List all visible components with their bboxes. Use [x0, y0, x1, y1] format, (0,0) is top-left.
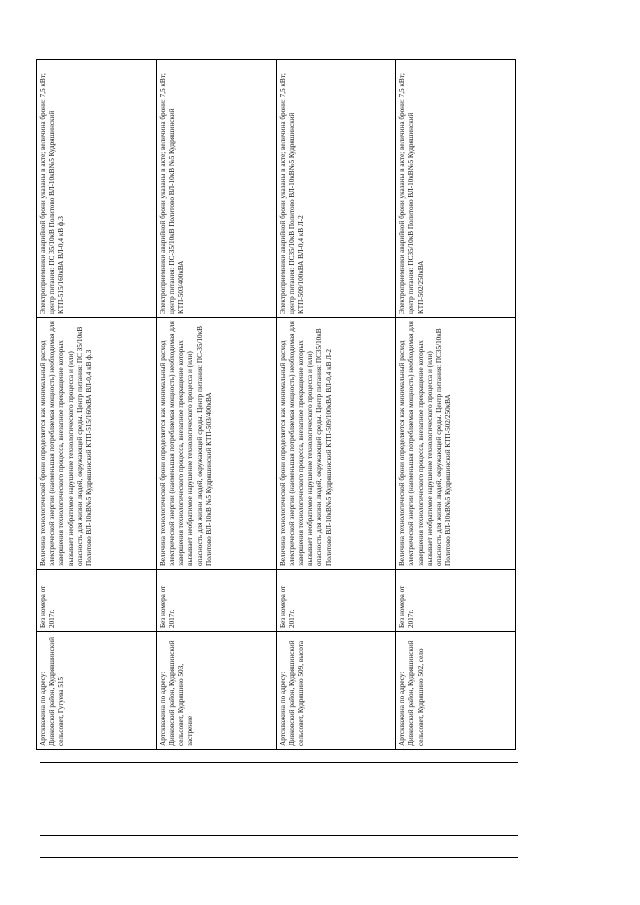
- definition-cell: Величина технологической брони определяется как минимальный расход электрической энергии (наименьшая потребляемая мощность) необходимая для завершения технологического процесса, внезапное прекращение которых вызывает необратимое нарушение технологического процесса и (или) опасность для жизни людей, окружающей среды. Центр питания: ПС35/10кВ Политово ВЛ-10кВ№5 Кудряшинский КТП-509/100кВА ВЛ-0,4 кВ Л-2: [276, 318, 396, 570]
- table-row: [396, 60, 516, 750]
- document-number-cell: Без номера от 2017г.: [276, 570, 396, 632]
- margin-rule-bottom: [40, 857, 518, 858]
- value-cell: Электроприемники аварийной брони указаны в акте; величина брони: 7,5 кВт; центр питания: ПС35/10кВ Политово ВЛ-10кВ№5 Кудряшинский КТП-509/100кВА ВЛ-0,4 кВ Л-2: [276, 60, 396, 318]
- address-cell: Артскважина по адресу: Дивковский район, Кудряшинский сельсовет, Кудряшино 509, высота: [276, 632, 396, 750]
- address-cell: Артскважина по адресу: Дивковский район, Кудряшинский сельсовет, Кудряшино 503, застрение: [156, 632, 276, 750]
- rotated-table-wrapper: [36, 60, 516, 750]
- reserve-table: [36, 59, 516, 750]
- document-number-cell: Без номера от 2017г.: [396, 570, 516, 632]
- value-cell: Электроприемники аварийной брони указаны в акте; величина брони: 7,5 кВт; центр питания: ПС35/10кВ Политово ВЛ-10кВ№5 Кудряшинский КТП-502/250кВА: [396, 60, 516, 318]
- margin-rule-middle: [40, 835, 518, 836]
- rotated-table: [36, 60, 516, 750]
- table-row: [276, 60, 396, 750]
- definition-cell: Величина технологической брони определяется как минимальный расход электрической энергии (наименьшая потребляемая мощность) необходимая для завершения технологического процесса, внезапное прекращение которых вызывает необратимое нарушение технологического процесса и (или) опасность для жизни людей, окружающей среды. Центр питания: ПС 35/10кВ Политово ВЛ-10кВ№5 Кудряшинский КТП-515/160кВА ВЛ-0,4 кВ ф.3: [37, 318, 157, 570]
- margin-rule-top: [40, 762, 518, 763]
- document-number-cell: Без номера от 2017г.: [37, 570, 157, 632]
- address-cell: Артскважина по адресу: Дивковский район, Кудрявшинский сельсовет, Гугуева 515: [37, 632, 157, 750]
- table-row: [156, 60, 276, 750]
- value-cell: Электроприемники аварийной брони указаны в акте; величина брони: 7,5 кВт; центр питания: ПС-35/10кВ Политово ВЛ-10кВ №5 Кудряшинский КТП-503/400кВА: [156, 60, 276, 318]
- table-row: [37, 60, 157, 750]
- document-number-cell: Без номера от 2017г.: [156, 570, 276, 632]
- definition-cell: Величина технологической брони определяется как минимальный расход электрической энергии (наименьшая потребляемая мощность) необходимая для завершения технологического процесса, внезапное прекращение которых вызывает необратимое нарушение технологического процесса и (или) опасность для жизни людей, окружающей среды. Центр питания: ПС35/10кВ Политово ВЛ-10кВ№5 Кудряшинский КТП-502/250кВА: [396, 318, 516, 570]
- value-cell: Электроприемники аварийной брони указаны в акте; величина брони: 7,5 кВт; центр питания: ПС 35/10кВ Политово ВЛ-10кВ№5 Кудряшинский КТП-515/160кВА ВЛ-0,4 кВ ф.3: [37, 60, 157, 318]
- definition-cell: Величина технологической брони определяется как минимальный расход электрической энергии (наименьшая потребляемая мощность) необходимая для завершения технологического процесса, внезапное прекращение которых вызывает необратимое нарушение технологического процесса и (или) опасность для жизни людей, окружающей среды. Центр питания: ПС-35/10кВ Политово ВЛ-10кВ №5 Кудряшинский КТП-503/400кВА: [156, 318, 276, 570]
- address-cell: Артскважина по адресу: Дивковский район, Кудряшинский сельсовет, Кудряшино 502, село: [396, 632, 516, 750]
